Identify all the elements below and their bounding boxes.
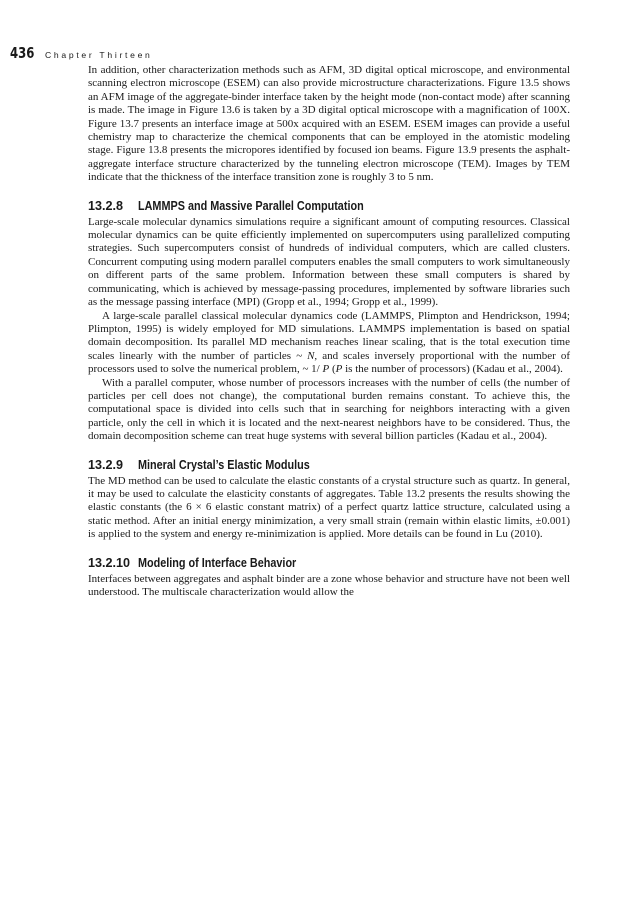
math-p-2: P [335,363,343,376]
chapter-title: Chapter Thirteen [45,50,153,60]
section-title: LAMMPS and Massive Parallel Computation [138,198,364,213]
section-number: 13.2.10 [88,555,131,570]
paragraph-lammps-1: Large-scale molecular dynamics simulations require a significant amount of computing resources. Classical molecular dynamics can be quite efficiently implemented on supercomputers using parallelized computing strategies. Such supercomputers consist of hundreds of individual computers, which are called clusters. Concurrent computing using modern parallel computers enables the small computers to work simultaneously on different parts of the same problem. Information between these small computers is shared by communicating, which is achieved by message-passing procedures, implemented by software libraries such as the message passing interface (MPI) (Gropp et al., 1994; Gropp et al., 1999). [88,215,570,309]
paragraph-lammps-2-mid: , and scales inversely proportional with the number of processors used to solve the numerical problem, [88,349,571,376]
paren-open: ( [329,363,336,376]
paragraph-lammps-3: With a parallel computer, whose number of processors increases with the number of cells (the number of particles per cell does not change), the computational burden remains constant. To achieve this, the computational space is divided into cells such that in searching for neighbors interacting with a given particle, only the cell in which it is located and the next-nearest neighbors have to be considered. Thus, the domain decomposition scheme can treat huge systems with several billion particles (Kadau et al., 2004). [88,376,570,443]
paragraph-elastic-modulus: The MD method can be used to calculate the elastic constants of a crystal structure such as quartz. In general, it may be used to calculate the elasticity constants of aggregates. Table 13.2 presents the results showing the elastic constants (the 6 × 6 elastic constant matrix) of a perfect quartz lattice structure, calculated using a static method. After an initial energy minimization, a very small strain (remain within elastic limits, ±0.001) is applied to the system and energy re-minimization is applied. More details can be found in Lu (2010). [88,474,570,541]
math-p: P [322,363,330,376]
math-one-over: ~ 1/ [302,363,320,376]
paragraph-interface-behavior: Interfaces between aggregates and asphalt binder are a zone whose behavior and structure have not been well understood. The multiscale characterization would allow the [88,572,570,598]
running-head [10,44,153,62]
section-heading-13-2-10 [88,555,570,571]
section-number: 13.2.8 [88,198,124,213]
section-title: Modeling of Interface Behavior [138,555,297,570]
body-text [88,64,570,599]
intro-paragraph: In addition, other characterization methods such as AFM, 3D digital optical microscope, and environmental scanning electron microscope (ESEM) can also provide microstructure characterizations. Figure 13.5 shows an AFM image of the aggregate-binder interface taken by the height mode (non-contact mode) after scanning is made. The image in Figure 13.6 is taken by a 3D digital optical microscope with a magnification of 100X. Figure 13.7 presents an interface image at 500x acquired with an ESEM. ESEM images can provide a useful chemistry map to characterize the chemical components that can be employed in the atomistic modeling stage. Figure 13.8 presents the micropores identified by focused ion beams. Figure 13.9 presents the asphalt-aggregate interface structure characterized by the tunneling electron microscope (TEM). Images by TEM indicate that the thickness of the interface transition zone is roughly 3 to 5 nm. [88,64,570,184]
section-title: Mineral Crystal’s Elastic Modulus [138,457,310,472]
paragraph-lammps-2-tail: is the number of processors) (Kadau et al., 2004). [342,363,563,376]
section-number: 13.2.9 [88,457,124,472]
math-tilde-n: ~ N [296,349,315,362]
page-number: 436 [10,44,35,62]
paragraph-lammps-2-text: A large-scale parallel classical molecular dynamics code (LAMMPS, Plimpton and Hendrickson, 1994; Plimpton, 1995) is widely employed for MD simulations. LAMMPS implementation is based on spatial domain decomposition. Its parallel MD mechanism reaches linear scaling, that is the total execution time scales linearly with the number of particles [88,309,570,362]
section-heading-13-2-9 [88,457,570,473]
section-heading-13-2-8 [88,198,570,214]
paragraph-lammps-2 [88,310,570,377]
